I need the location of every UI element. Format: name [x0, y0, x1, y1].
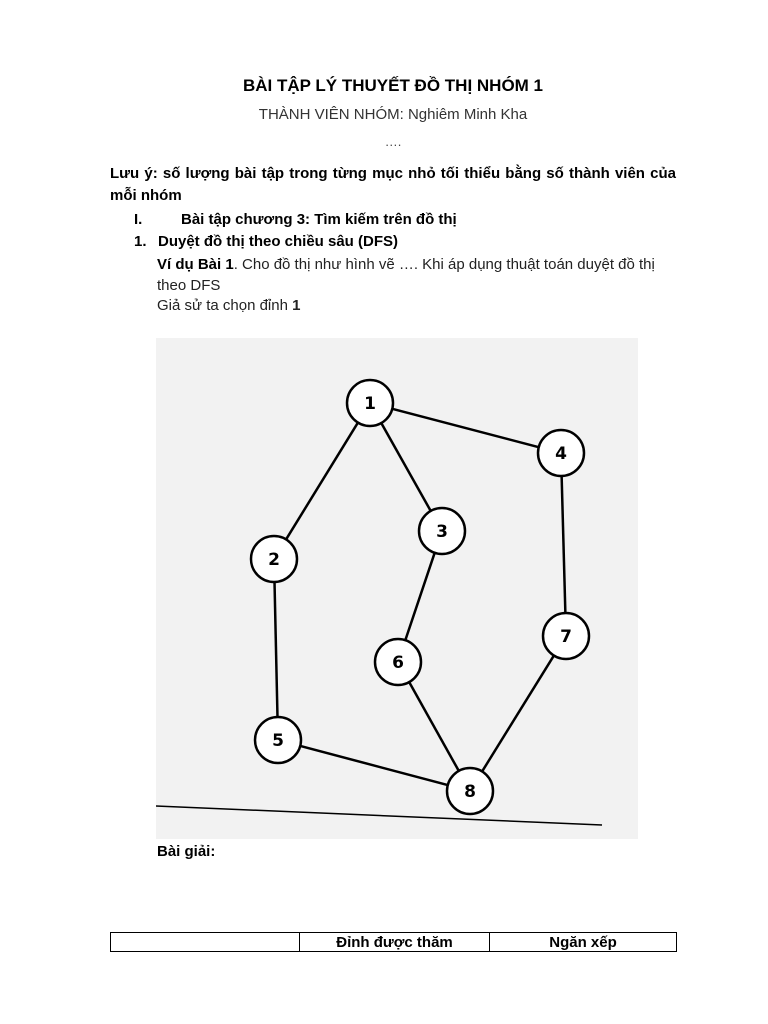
document-title: BÀI TẬP LÝ THUYẾT ĐỒ THỊ NHÓM 1: [242, 76, 544, 95]
node-3: [419, 508, 465, 554]
edge-7-8: [482, 656, 554, 772]
node-1: [347, 380, 393, 426]
edge-3-6: [405, 553, 434, 640]
edge-1-3: [381, 423, 430, 511]
node-label: 5: [272, 731, 284, 751]
note-paragraph: Lưu ý: số lượng bài tập trong từng mục nhỏ tối thiểu bằng số thành viên của mỗi nhóm: [110, 165, 676, 204]
start-vertex: 1: [292, 297, 301, 314]
node-6: [375, 639, 421, 685]
assumption-text: Giả sử ta chọn đỉnh: [157, 297, 293, 314]
node-8: [447, 768, 493, 814]
edge-2-5: [275, 582, 278, 717]
node-label: 3: [436, 522, 448, 542]
section-title: Bài tập chương 3: Tìm kiếm trên đồ thị: [181, 211, 457, 228]
node-label: 7: [560, 627, 572, 647]
node-label: 4: [555, 444, 567, 464]
edge-1-2: [286, 423, 358, 540]
edge-1-4: [392, 409, 538, 447]
example-label: Ví dụ Bài 1: [157, 256, 234, 273]
example-text: . Cho đồ thị như hình vẽ …. Khi áp dụng thuật toán duyệt đồ thị theo DFS: [157, 256, 655, 294]
example-paragraph: [157, 254, 675, 296]
node-label: 2: [268, 550, 280, 570]
table-header-visited: Đỉnh được thăm: [300, 933, 490, 952]
solution-label: Bài giải:: [157, 843, 216, 860]
graph-diagram: [156, 338, 638, 839]
baseline-line: [156, 806, 602, 825]
node-label: 8: [464, 782, 476, 802]
node-2: [251, 536, 297, 582]
dfs-table: [110, 932, 677, 952]
node-label: 1: [364, 394, 376, 414]
graph-edges: [275, 409, 566, 785]
edge-5-8: [300, 746, 448, 785]
table-header-step: [111, 933, 300, 952]
section-number: I.: [134, 211, 143, 228]
subsection-number: 1.: [134, 233, 147, 250]
assumption-line: [157, 297, 300, 314]
node-4: [538, 430, 584, 476]
table-header-row: [111, 933, 677, 952]
node-7: [543, 613, 589, 659]
edge-6-8: [409, 682, 459, 771]
node-5: [255, 717, 301, 763]
ellipsis-line: ….: [384, 134, 402, 149]
node-label: 6: [392, 653, 404, 673]
graph-figure: [156, 338, 638, 839]
subsection-title: Duyệt đồ thị theo chiều sâu (DFS): [158, 233, 399, 250]
group-members: THÀNH VIÊN NHÓM: Nghiêm Minh Kha: [258, 106, 528, 123]
edge-4-7: [562, 476, 566, 613]
table-header-stack: Ngăn xếp: [490, 933, 677, 952]
subsection-heading: [134, 233, 674, 250]
